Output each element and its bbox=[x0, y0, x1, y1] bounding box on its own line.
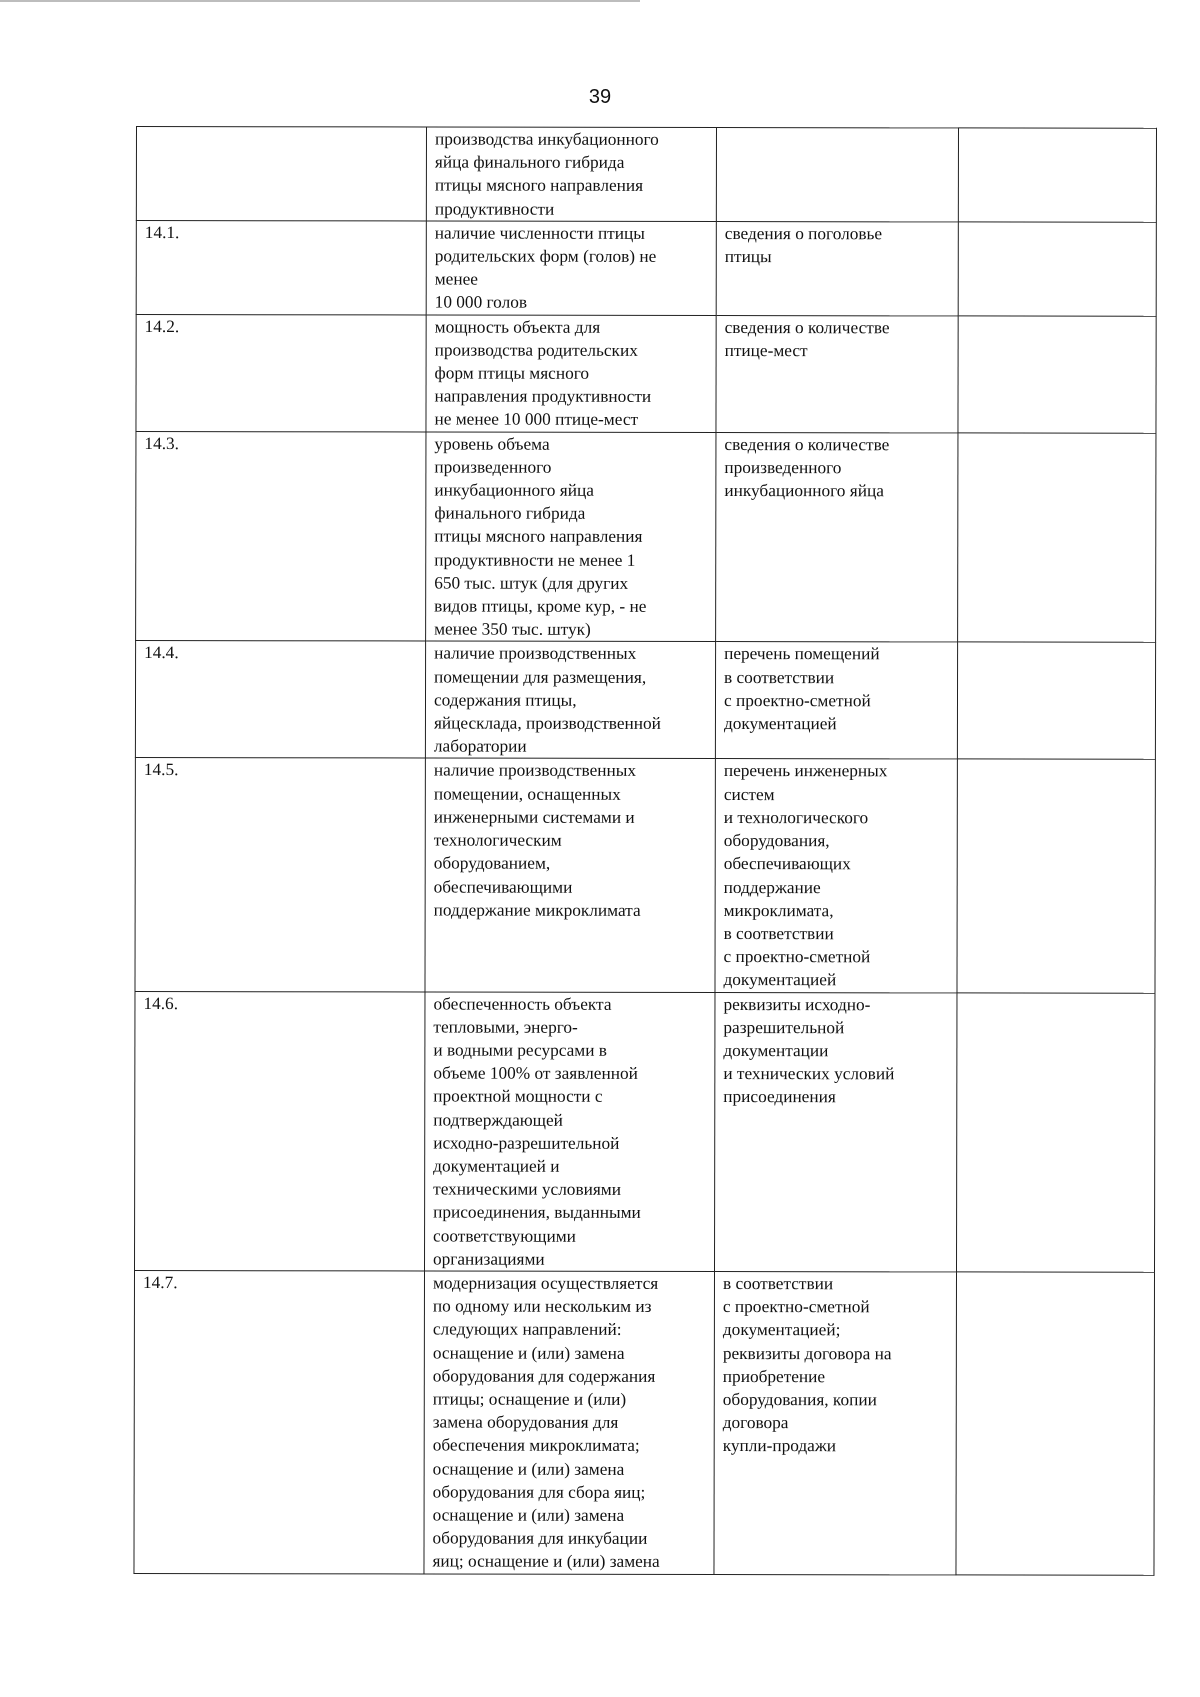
extra-cell bbox=[957, 642, 1155, 759]
criterion-cell: наличие производственных помещении, оснащенных инженерными системами и технологическим оборудованием, обеспечивающими поддержание микроклимата bbox=[425, 758, 715, 992]
table-row-14-3 bbox=[136, 431, 1156, 643]
criterion-cell: модернизация осуществляется по одному или нескольким из следующих направлений: оснащение и (или) замена оборудования для содержания птицы; оснащение и (или) замена оборудования для обеспечения микроклимата; оснащение и (или) замена оборудования для сбора яиц; оснащение и (или) замена оборудования для инкубации яиц; оснащение и (или) замена bbox=[424, 1271, 715, 1574]
extra-cell bbox=[958, 433, 1156, 643]
row-number bbox=[136, 127, 426, 221]
document-cell: сведения о количестве произведенного инкубационного яйца bbox=[716, 432, 958, 642]
row-number: 14.6. bbox=[135, 991, 425, 1271]
table-row-continuation bbox=[136, 127, 1156, 223]
row-number: 14.4. bbox=[135, 641, 425, 759]
criterion-cell: мощность объекта для производства родительских форм птицы мясного направления продуктивности не менее 10 000 птице-мест bbox=[426, 315, 716, 433]
criterion-cell: производства инкубационного яйца финального гибрида птицы мясного направления продуктивности bbox=[426, 127, 716, 221]
row-number: 14.1. bbox=[136, 220, 426, 314]
document-cell: сведения о количестве птице-мест bbox=[716, 315, 958, 432]
table-row-14-6 bbox=[135, 991, 1155, 1272]
table-row-14-4 bbox=[135, 641, 1155, 760]
extra-cell bbox=[956, 1272, 1155, 1575]
row-number: 14.7. bbox=[134, 1270, 425, 1573]
criterion-cell: обеспеченность объекта тепловыми, энерго- и водными ресурсами в объеме 100% от заявленной проектной мощности с подтверждающей исходно-разрешительной документацией и техническими условиями присоединения, выданными соответствующими организациями bbox=[425, 992, 715, 1272]
criterion-cell: уровень объема произведенного инкубационного яйца финального гибрида птицы мясного направления продуктивности не менее 1 650 тыс. штук (для других видов птицы, кроме кур, - не менее 350 тыс. штук) bbox=[426, 432, 716, 642]
extra-cell bbox=[958, 128, 1156, 222]
table-row-14-2 bbox=[136, 314, 1156, 433]
scan-edge-line bbox=[0, 0, 640, 2]
document-cell: перечень инженерных систем и технологического оборудования, обеспечивающих поддержание микроклимата, в соответствии с проектно-сметной документацией bbox=[715, 759, 957, 992]
table-row-14-7 bbox=[134, 1270, 1155, 1574]
extra-cell bbox=[958, 316, 1156, 433]
extra-cell bbox=[958, 222, 1156, 316]
document-cell: сведения о поголовье птицы bbox=[716, 221, 958, 315]
row-number: 14.5. bbox=[135, 758, 425, 992]
document-cell: перечень помещений в соответствии с проектно-сметной документацией bbox=[715, 642, 957, 759]
criterion-cell: наличие численности птицы родительских форм (голов) не менее 10 000 голов bbox=[426, 221, 716, 315]
extra-cell bbox=[957, 759, 1155, 992]
document-cell: реквизиты исходно- разрешительной документации и технических условий присоединения bbox=[715, 992, 957, 1272]
requirements-table bbox=[133, 126, 1157, 1575]
row-number: 14.3. bbox=[136, 431, 426, 641]
table-row-14-1 bbox=[136, 220, 1156, 316]
extra-cell bbox=[957, 992, 1155, 1272]
document-cell bbox=[716, 128, 958, 222]
criterion-cell: наличие производственных помещении для размещения, содержания птицы, яйцесклада, производственной лаборатории bbox=[425, 641, 715, 759]
table-row-14-5 bbox=[135, 758, 1155, 993]
page-number: 39 bbox=[588, 86, 612, 108]
document-cell: в соответствии с проектно-сметной документацией; реквизиты договора на приобретение оборудования, копии договора купли-продажи bbox=[714, 1271, 957, 1574]
row-number: 14.2. bbox=[136, 314, 426, 432]
